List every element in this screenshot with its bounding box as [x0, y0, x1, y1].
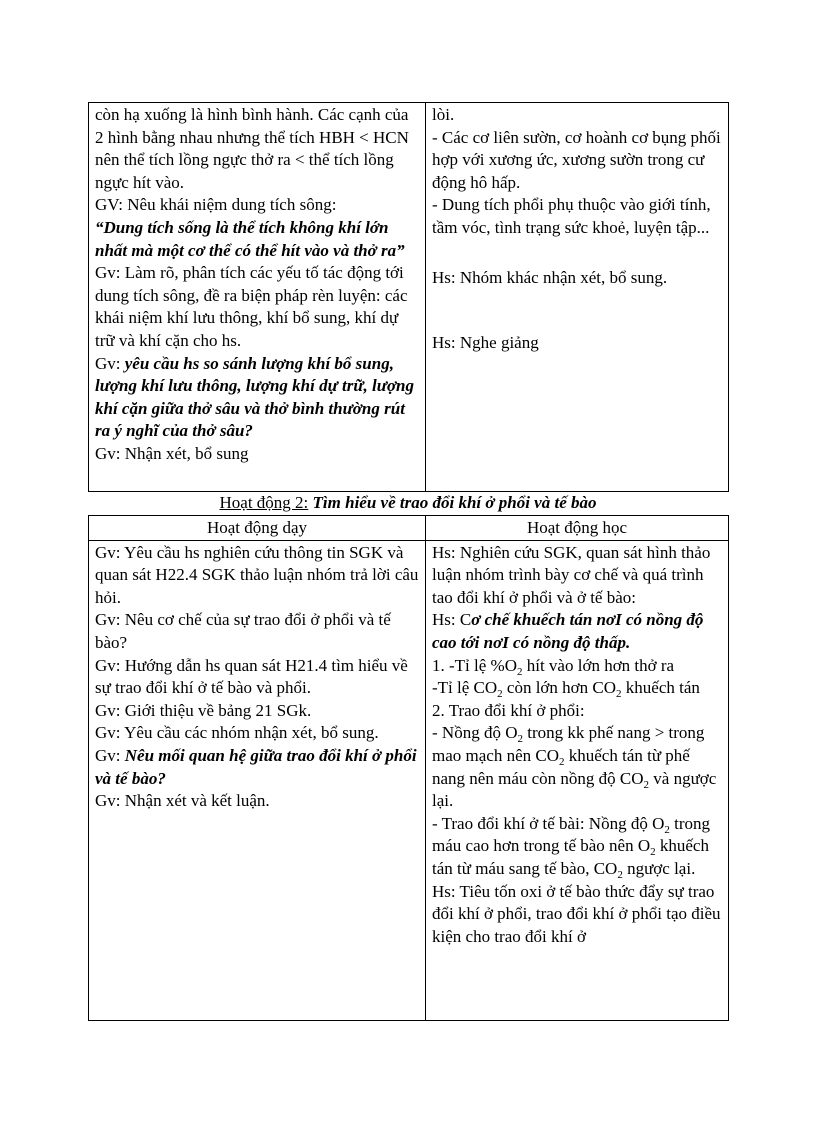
text-run: trong máu cao hơn trong tế bào nên O [432, 813, 710, 856]
subscript: 2 [616, 688, 622, 701]
subscript: 2 [650, 846, 656, 859]
section-heading [88, 492, 728, 514]
column-header-teaching: Hoạt động dạy [89, 516, 426, 541]
text-run: trong kk phế nang > trong mao mạch nên CO [432, 723, 705, 765]
table-row [89, 103, 729, 492]
question-text: Nêu mối quan hệ giữa trao đổi khí ở phổi và tế bào? [95, 745, 417, 788]
teacher-activity-cell [89, 540, 426, 1020]
paragraph [432, 813, 722, 881]
subscript: 2 [643, 778, 650, 791]
text-run: hít vào lớn hơn thở ra [522, 655, 675, 675]
subscript: 2 [517, 733, 523, 746]
definition-quote: “Dung tích sống là thể tích không khí lớn nhất mà một cơ thể có thể hít vào và thở ra” [95, 217, 405, 260]
column-header-learning: Hoạt động học [426, 516, 729, 541]
text-run: -Tỉ lệ CO [432, 678, 498, 698]
text-run: khuếch tán từ máu sang tế bào, CO [432, 836, 709, 878]
paragraph-prefix: Gv: [95, 353, 125, 373]
teacher-activity-cell [89, 103, 426, 492]
text-run: khuếch tán [621, 678, 700, 698]
paragraph: 2. Trao đổi khí ở phổi: [432, 700, 585, 720]
text-run: và ngược lại. [432, 768, 717, 811]
paragraph: lòi. [432, 105, 455, 124]
text-run: - Trao đổi khí ở tế bài: Nồng độ O [432, 813, 665, 833]
subscript: 2 [559, 755, 565, 768]
paragraph: Gv: Yêu cầu hs nghiên cứu thông tin SGK và quan sát H22.4 SGK thảo luận nhóm trả lời câu hỏi. [95, 542, 419, 607]
section-title: Tìm hiểu về trao đổi khí ở phổi và tế bào [312, 493, 597, 512]
paragraph: Hs: Tiêu tốn oxi ở tế bào thức đẩy sự trao đổi khí ở phổi, trao đổi khí ở phổi tạo điều kiện cho trao đổi khí ở [432, 881, 721, 946]
paragraph [432, 722, 722, 812]
section-label: Hoạt động 2: [219, 493, 309, 512]
paragraph: Gv: Làm rõ, phân tích các yếu tố tác động tới dung tích sông, đề ra biện pháp rèn luyện: các khái niệm khí lưu thông, khí bổ sung, khí dự trữ và khí cặn cho hs. [95, 263, 408, 350]
paragraph: Gv: Nhận xét và kết luận. [95, 791, 270, 811]
student-activity-cell [426, 540, 729, 1020]
paragraph: Hs: Nghiên cứu SGK, quan sát hình thảo luận nhóm trình bày cơ chế và quá trình tao đổi khí ở phổi và ở tế bào: [432, 542, 711, 607]
paragraph: Gv: Nhận xét, bổ sung [95, 443, 249, 463]
paragraph-prefix: Hs: C [432, 610, 472, 630]
paragraph [95, 745, 419, 790]
subscript: 2 [664, 823, 670, 836]
paragraph: Gv: Giới thiệu về bảng 21 SGk. [95, 700, 312, 720]
paragraph: Gv: Nêu cơ chế của sự trao đổi ở phổi và tế bào? [95, 610, 391, 652]
subscript: 2 [516, 665, 523, 678]
paragraph-prefix: Gv: [95, 745, 125, 765]
paragraph: Gv: Yêu cầu các nhóm nhận xét, bổ sung. [95, 723, 379, 743]
paragraph: Gv: Hướng dẫn hs quan sát H21.4 tìm hiểu về sự trao đổi khí ở tế bào và phổi. [95, 655, 408, 698]
paragraph: - Các cơ liên sườn, cơ hoành cơ bụng phối hợp với xương ức, xương sườn trong cư động hô hấp. [432, 127, 721, 192]
paragraph: Hs: Nghe giảng [432, 333, 539, 353]
text-run: 1. -Tỉ lệ %O [432, 655, 517, 675]
mechanism-text: ơ chế khuếch tán nơI có nồng độ cao tới nơI có nồng độ thấp. [432, 610, 704, 652]
subscript: 2 [497, 688, 503, 701]
paragraph: còn hạ xuống là hình bình hành. Các cạnh của 2 hình bằng nhau nhưng thể tích HBH < HCN nên thể tích lồng ngực thở ra < thể tích lồng ngực hít vào. [95, 105, 409, 192]
subscript: 2 [617, 868, 623, 881]
paragraph: GV: Nêu khái niệm dung tích sông: [95, 195, 337, 215]
text-run: còn lớn hơn CO [502, 678, 617, 698]
paragraph [432, 677, 722, 700]
paragraph [95, 353, 419, 443]
question-text: yêu cầu hs so sánh lượng khí bổ sung, lượng khí lưu thông, lượng khí dự trữ, lượng khí cặn giữa thở sâu và thở bình thường rút ra ý nghĩ của thở sâu? [95, 353, 415, 441]
paragraph [432, 609, 722, 654]
student-activity-cell [426, 103, 729, 492]
paragraph: Hs: Nhóm khác nhận xét, bổ sung. [432, 267, 668, 287]
paragraph [432, 655, 722, 678]
lesson-table-2 [88, 515, 729, 1021]
table-header-row [89, 516, 729, 541]
lesson-table-1 [88, 102, 729, 492]
text-run: khuếch tán từ phế nang nên máu còn nồng độ CO [432, 745, 690, 788]
paragraph: - Dung tích phổi phụ thuộc vào giới tính, tầm vóc, tình trạng sức khoẻ, luyện tập... [432, 195, 711, 237]
text-run: ngược lại. [622, 858, 696, 878]
text-run: - Nồng độ O [432, 723, 518, 743]
table-row [89, 540, 729, 1020]
